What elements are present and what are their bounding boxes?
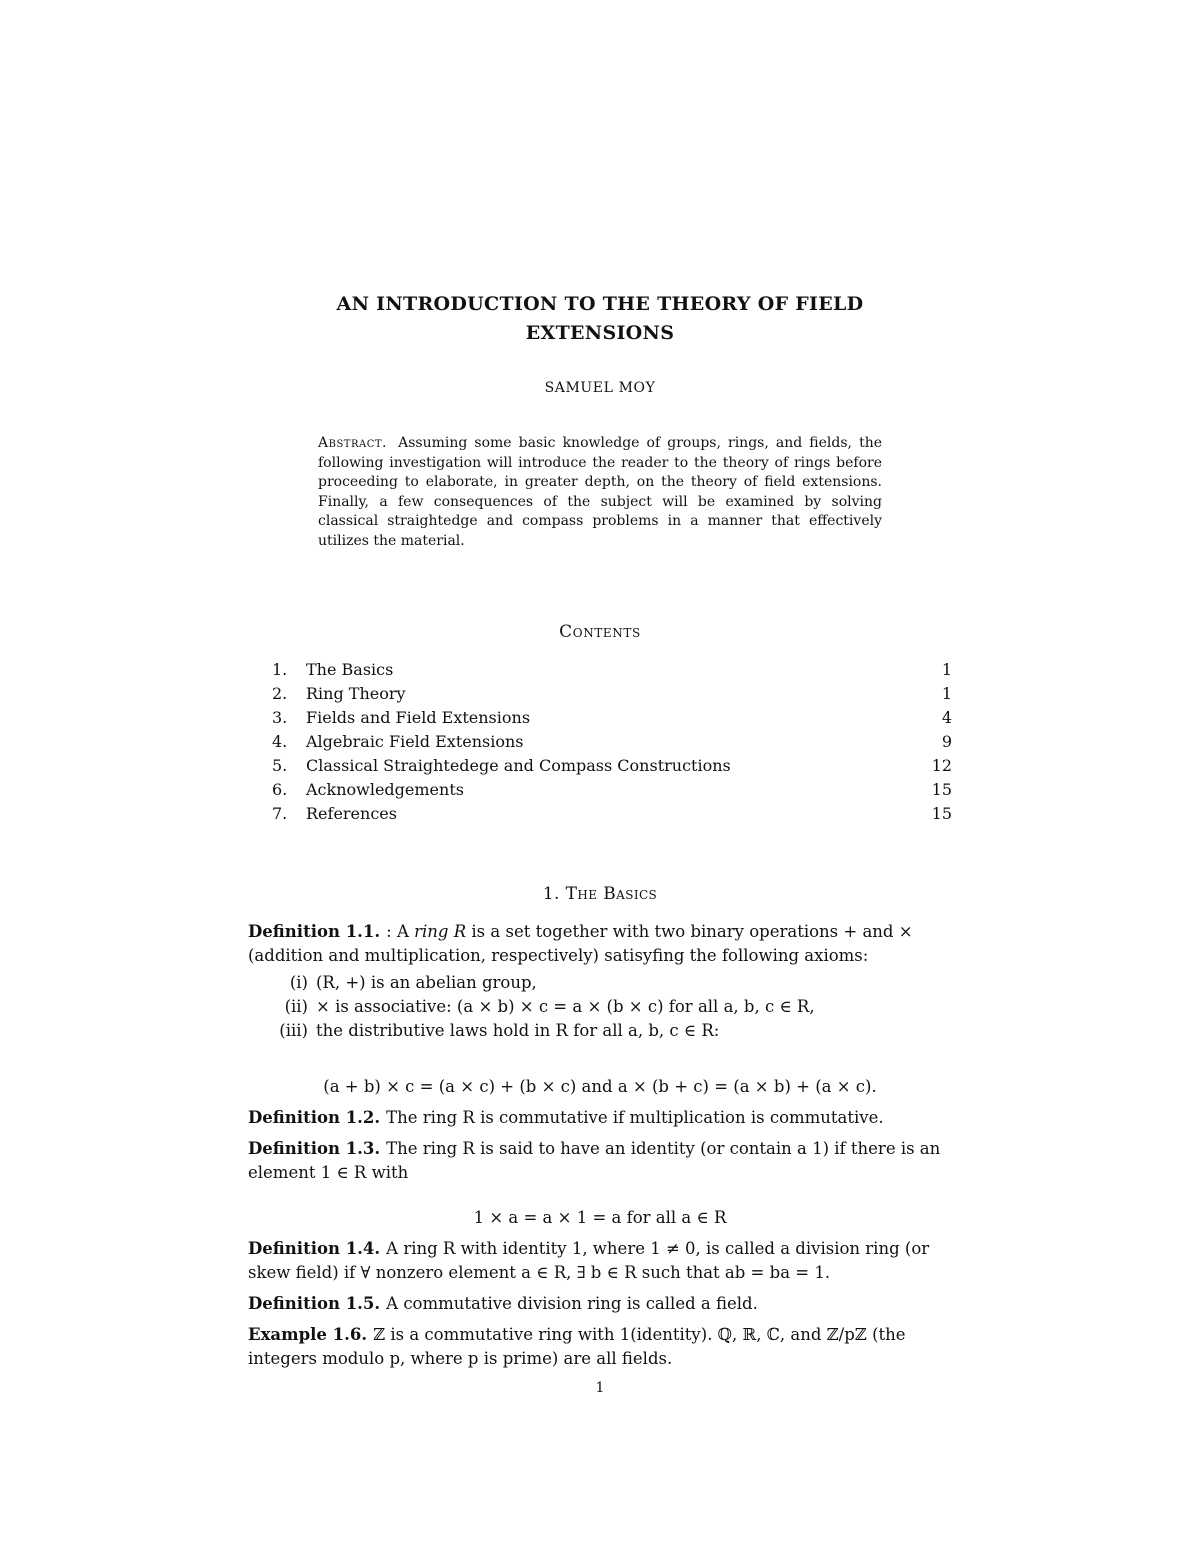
definition-term: ring R [414,922,467,941]
page-number: 1 [595,1380,605,1396]
definition-text: A commutative division ring is called a field. [386,1294,758,1313]
section-heading [300,884,900,904]
definition-text: The ring R is commutative if multiplication is commutative. [386,1108,884,1127]
toc-title: The Basics [306,659,394,679]
definition-1-4 [248,1237,952,1285]
axiom-label: (iii) [279,1021,308,1040]
axiom-text: the distributive laws hold in R for all a, b, c ∈ R: [316,1021,720,1040]
list-item [262,1019,952,1043]
definition-text: A ring R with identity 1, where 1 ≠ 0, is called a division ring (or skew field) if ∀ nonzero element a ∈ R, ∃ b ∈ R such that ab = ba = 1. [248,1239,930,1282]
axiom-text: × is associative: (a × b) × c = a × (b × c) for all a, b, c ∈ R, [316,997,815,1016]
axiom-label: (i) [289,973,308,992]
definition-1-1 [248,920,952,968]
toc-number: 5. [272,755,288,775]
definition-label: Definition 1.3. [248,1139,381,1158]
definition-text: The ring R is said to have an identity (or contain a 1) if there is an element 1 ∈ R with [248,1139,941,1182]
section-number: 1. [542,884,560,904]
paper-title [300,290,900,348]
table-of-contents [272,657,952,825]
axiom-text: (R, +) is an abelian group, [316,973,537,992]
contents-heading: Contents [559,622,641,642]
definition-label: Definition 1.4. [248,1239,381,1258]
toc-page: 9 [941,731,952,751]
example-label: Example 1.6. [248,1325,368,1344]
toc-entry[interactable] [272,801,952,825]
toc-number: 3. [272,707,288,727]
definition-label: Definition 1.2. [248,1108,381,1127]
list-item [262,971,952,995]
example-text: ℤ is a commutative ring with 1(identity). ℚ, ℝ, ℂ, and ℤ/pℤ (the integers modulo p, where p is prime) are all fields. [248,1325,906,1368]
toc-number: 2. [272,683,288,703]
toc-number: 7. [272,803,288,823]
definition-1-2 [248,1106,952,1130]
abstract [318,434,882,551]
toc-number: 4. [272,731,288,751]
toc-entry[interactable] [272,753,952,777]
axiom-label: (ii) [284,997,308,1016]
toc-page: 12 [931,755,952,775]
toc-entry[interactable] [272,777,952,801]
toc-page: 1 [941,659,952,679]
toc-page: 1 [941,683,952,703]
toc-page: 4 [941,707,952,727]
toc-title: Classical Straightedege and Compass Constructions [306,755,731,775]
toc-title: Ring Theory [306,683,406,703]
abstract-text: Assuming some basic knowledge of groups, rings, and fields, the following investigation will introduce the reader to the theory of rings before proceeding to elaborate, in greater depth, on the theory of field extensions. Finally, a few consequences of the subject will be examined by solving classical straightedge and compass problems in a manner that effectively utilizes the material. [318,435,882,549]
definition-1-3 [248,1137,952,1185]
toc-number: 6. [272,779,288,799]
abstract-label: Abstract. [318,435,388,451]
title-line-1: AN INTRODUCTION TO THE THEORY OF FIELD [336,293,864,315]
axiom-list [262,971,952,1043]
example-1-6 [248,1323,952,1371]
definition-1-5 [248,1292,952,1316]
definition-label: Definition 1.1. [248,922,381,941]
toc-title: Acknowledgements [306,779,464,799]
toc-title: Algebraic Field Extensions [306,731,524,751]
title-line-2: EXTENSIONS [525,322,675,344]
definition-label: Definition 1.5. [248,1294,381,1313]
definition-text: is a set together with two binary operations + and × (addition and multiplication, respectively) satisyfing the following axioms: [248,922,913,965]
toc-entry[interactable] [272,681,952,705]
toc-title: References [306,803,397,823]
display-equation-identity: 1 × a = a × 1 = a for all a ∈ R [473,1208,727,1227]
display-equation-distributive: (a + b) × c = (a × c) + (b × c) and a × (b + c) = (a × b) + (a × c). [323,1077,877,1096]
author-name: SAMUEL MOY [544,380,656,396]
toc-page: 15 [931,779,952,799]
toc-entry[interactable] [272,729,952,753]
list-item [262,995,952,1019]
toc-number: 1. [272,659,288,679]
toc-page: 15 [931,803,952,823]
definition-text: : A [386,922,415,941]
section-title: The Basics [565,884,658,904]
toc-title: Fields and Field Extensions [306,707,531,727]
toc-entry[interactable] [272,657,952,681]
toc-entry[interactable] [272,705,952,729]
